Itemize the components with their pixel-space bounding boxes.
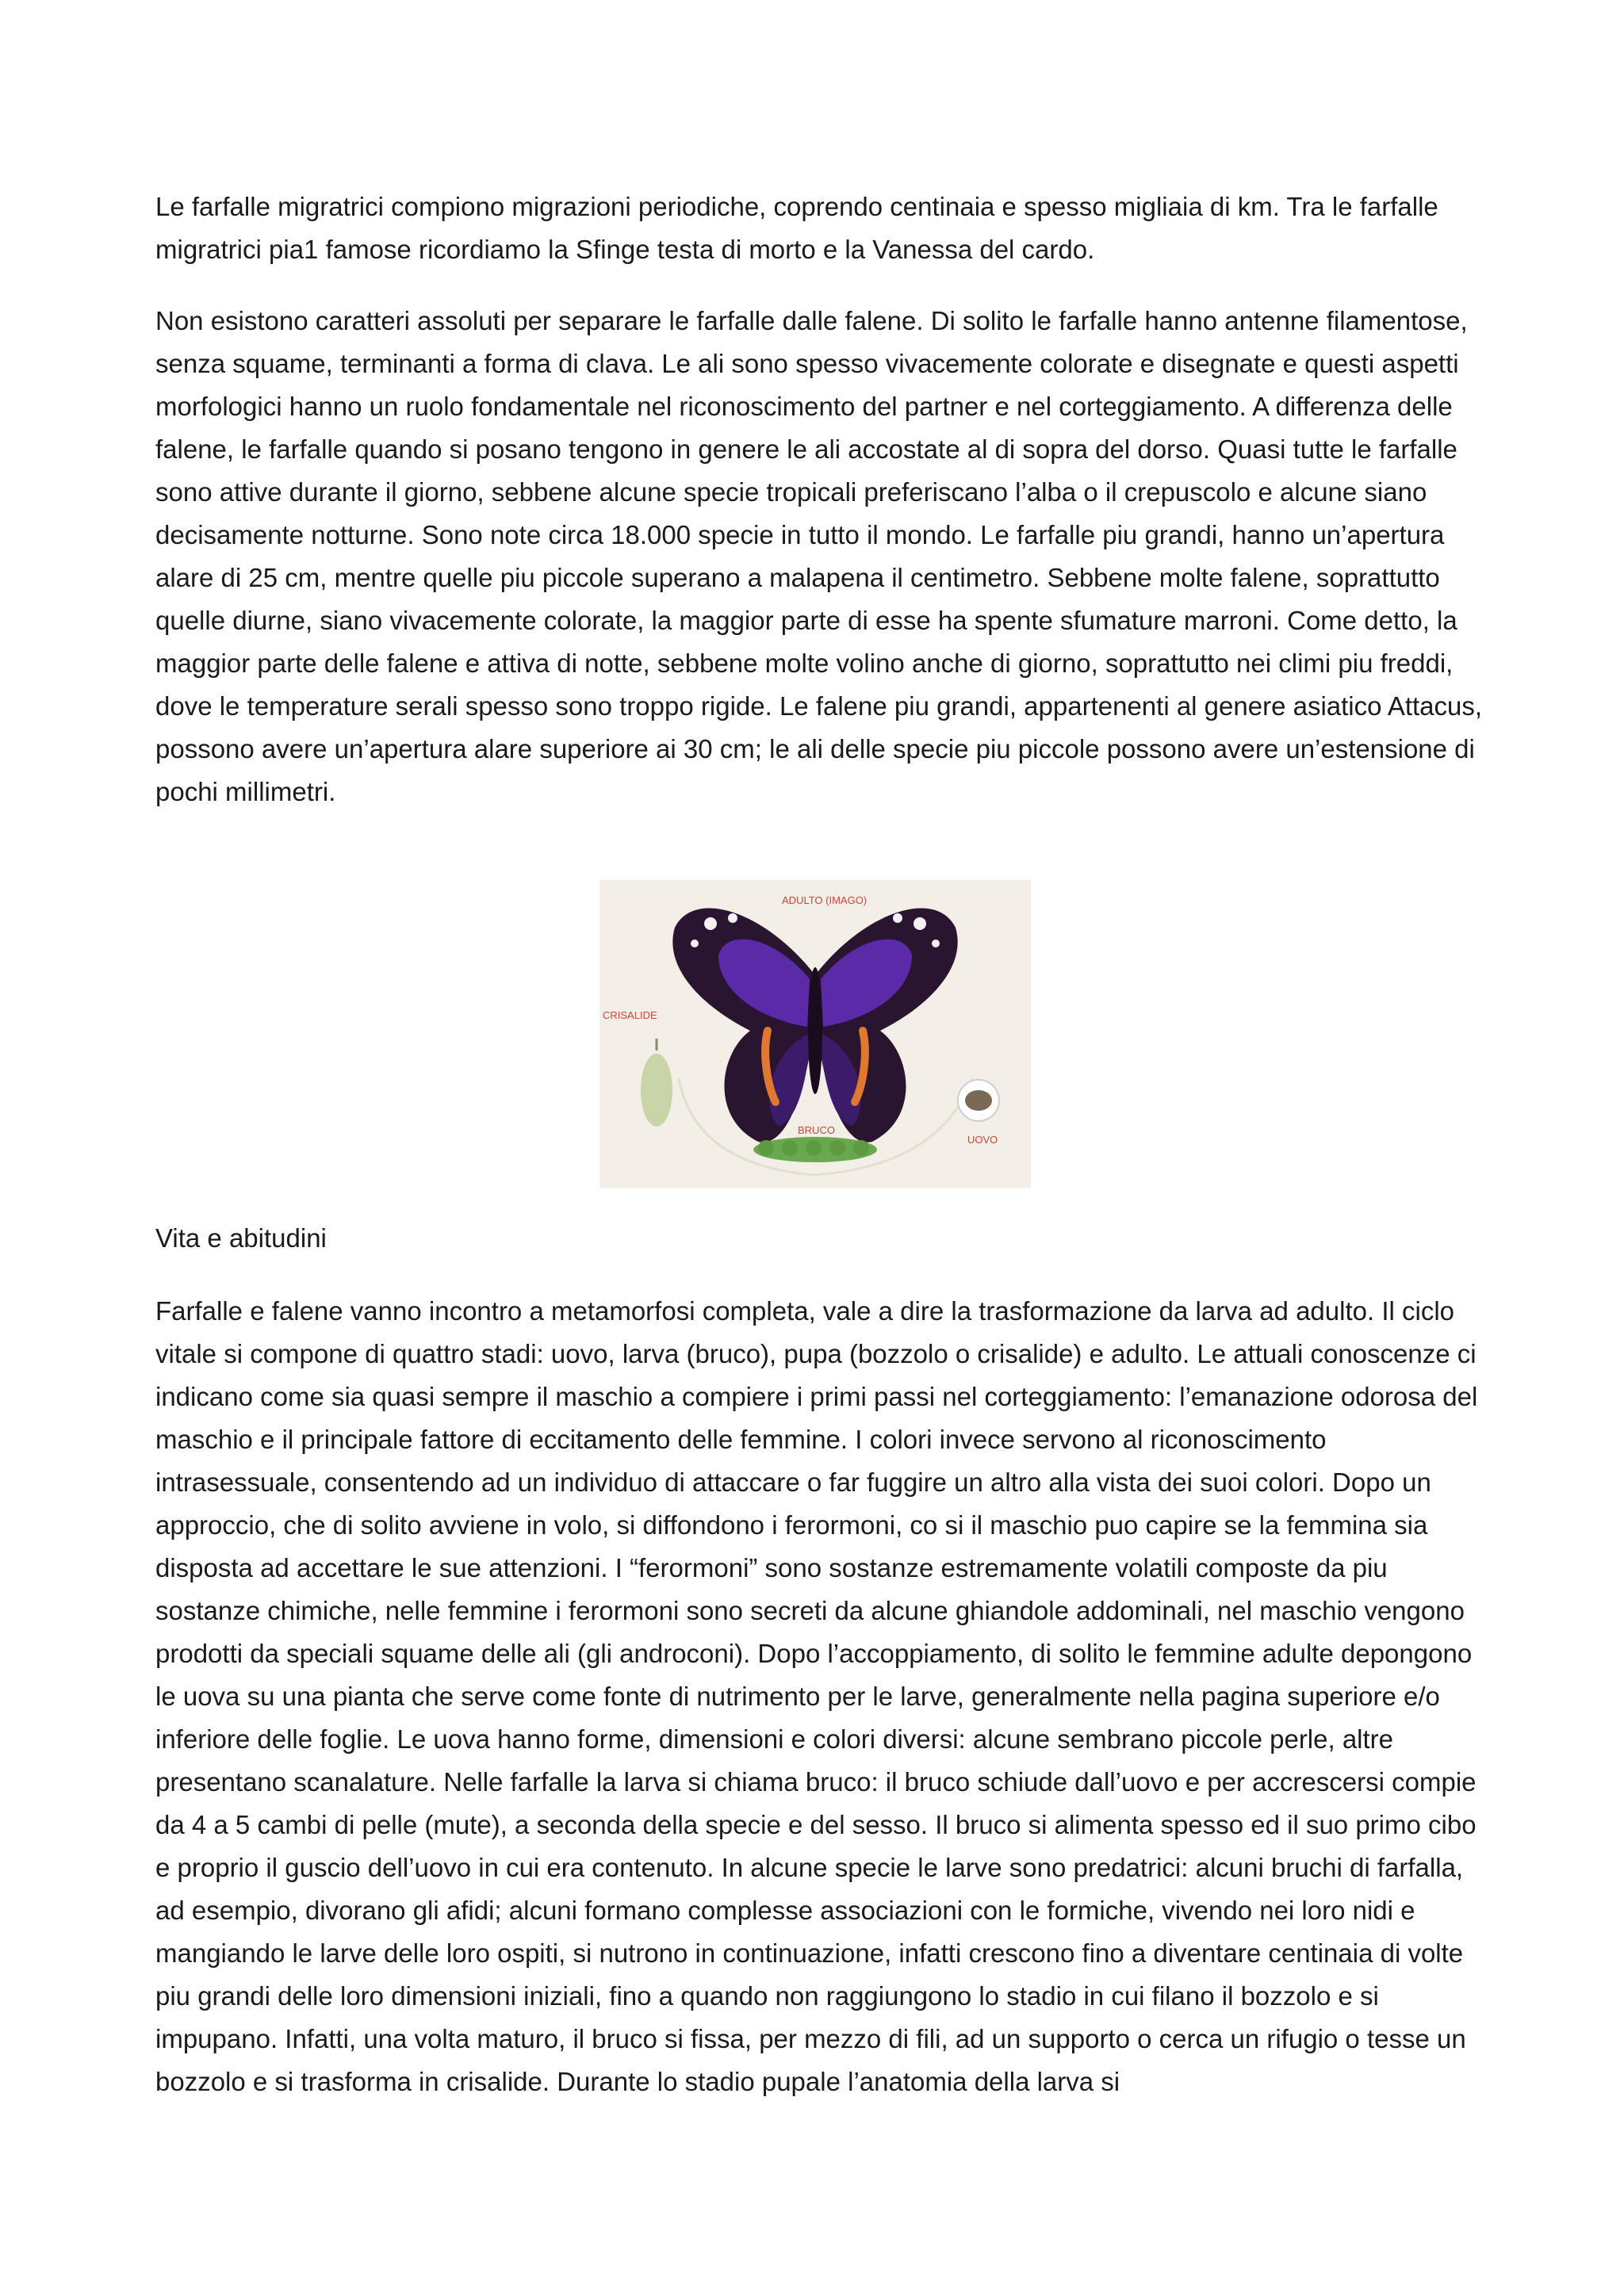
paragraph-migratory xyxy=(155,186,1488,271)
label-egg: UOVO xyxy=(967,1134,998,1146)
paragraph-text: Farfalle e falene vanno incontro a metamorfosi completa, vale a dire la trasformazione da larva ad adulto. Il ciclo vitale si compone di quattro stadi: uovo, larva (bruco), pupa (bozzolo o crisalide) e adulto. Le attuali conoscenze ci indicano come sia quasi sempre il maschio a compiere i primi passi nel corteggiamento: l’emanazione odorosa del maschio e il principale fattore di eccitamento delle femmine. I colori invece servono al riconoscimento intrasessuale, consentendo ad un individuo di attaccare o far fuggire un altro alla vista dei suoi colori. Dopo un approccio, che di solito avviene in volo, si diffondono i ferormoni, co si il maschio puo capire se la femmina sia disposta ad accettare le sue attenzioni. I “ferormoni” sono sostanze estremamente volatili composte da piu sostanze chimiche, nelle femmine i ferormoni sono secreti da alcune ghiandole addominali, nel maschio vengono prodotti da speciali squame delle ali (gli androconi). Dopo l’accoppiamento, di solito le femmine adulte depongono le uova su una pianta che serve come fonte di nutrimento per le larve, generalmente nella pagina superiore e/o inferiore delle foglie. Le uova hanno forme, dimensioni e colori diversi: alcune sembrano piccole perle, altre presentano scanalature. Nelle farfalle la larva si chiama bruco: il bruco schiude dall’uovo e per accrescersi compie da 4 a 5 cambi di pelle (mute), a seconda della specie e del sesso. Il bruco si alimenta spesso ed il suo primo cibo e proprio il guscio dell’uovo in cui era contenuto. In alcune specie le larve sono predatrici: alcuni bruchi di farfalla, ad esempio, divorano gli afidi; alcuni formano complesse associazioni con le formiche, vivendo nei loro nidi e mangiando le larve delle loro ospiti, si nutrono in continuazione, infatti crescono fino a diventare centinaia di volte piu grandi delle loro dimensioni iniziali, fino a quando non raggiungono lo stadio in cui filano il bozzolo e si impupano. Infatti, una volta maturo, il bruco si fissa, per mezzo di fili, ad un supporto o cerca un rifugio o tesse un bozzolo e si trasforma in crisalide. Durante lo stadio pupale l’anatomia della larva si xyxy=(155,1296,1478,2096)
paragraph-text: Non esistono caratteri assoluti per separare le farfalle dalle falene. Di solito le farfalle hanno antenne filamentose, senza squame, terminanti a forma di clava. Le ali sono spesso vivacemente colorate e disegnate e questi aspetti morfologici hanno un ruolo fondamentale nel riconoscimento del partner e nel corteggiamento. A differenza delle falene, le farfalle quando si posano tengono in genere le ali accostate al di sopra del dorso. Quasi tutte le farfalle sono attive durante il giorno, sebbene alcune specie tropicali preferiscano l’alba o il crepuscolo e alcune siano decisamente notturne. Sono note circa 18.000 specie in tutto il mondo. Le farfalle piu grandi, hanno un’apertura alare di 25 cm, mentre quelle piu piccole superano a malapena il centimetro. Sebbene molte falene, soprattutto quelle diurne, siano vivacemente colorate, la maggior parte di esse ha spente sfumature marroni. Come detto, la maggior parte delle falene e attiva di notte, sebbene molte volino anche di giorno, soprattutto nei climi piu freddi, dove le temperature serali spesso sono troppo rigide. Le falene piu grandi, appartenenti al genere asiatico Attacus, possono avere un’apertura alare superiore ai 30 cm; le ali delle specie piu piccole possono avere un’estensione di pochi millimetri. xyxy=(155,306,1483,806)
lifecycle-illustration xyxy=(599,880,1031,1188)
label-larva: BRUCO xyxy=(798,1124,835,1136)
label-adult: ADULTO (IMAGO) xyxy=(782,894,868,906)
label-chrysalis: CRISALIDE xyxy=(603,1009,657,1021)
section-heading: Vita e abitudini xyxy=(155,1223,327,1253)
paragraph-butterflies-vs-moths xyxy=(155,300,1488,813)
caterpillar xyxy=(753,1137,877,1162)
butterfly-lifecycle-figure xyxy=(599,880,1031,1188)
paragraph-metamorphosis xyxy=(155,1290,1488,2103)
paragraph-text: Le farfalle migratrici compiono migrazioni periodiche, coprendo centinaia e spesso migliaia di km. Tra le farfalle migratrici pia1 famose ricordiamo la Sfinge testa di morto e la Vanessa del cardo. xyxy=(155,192,1438,264)
egg xyxy=(958,1080,999,1121)
